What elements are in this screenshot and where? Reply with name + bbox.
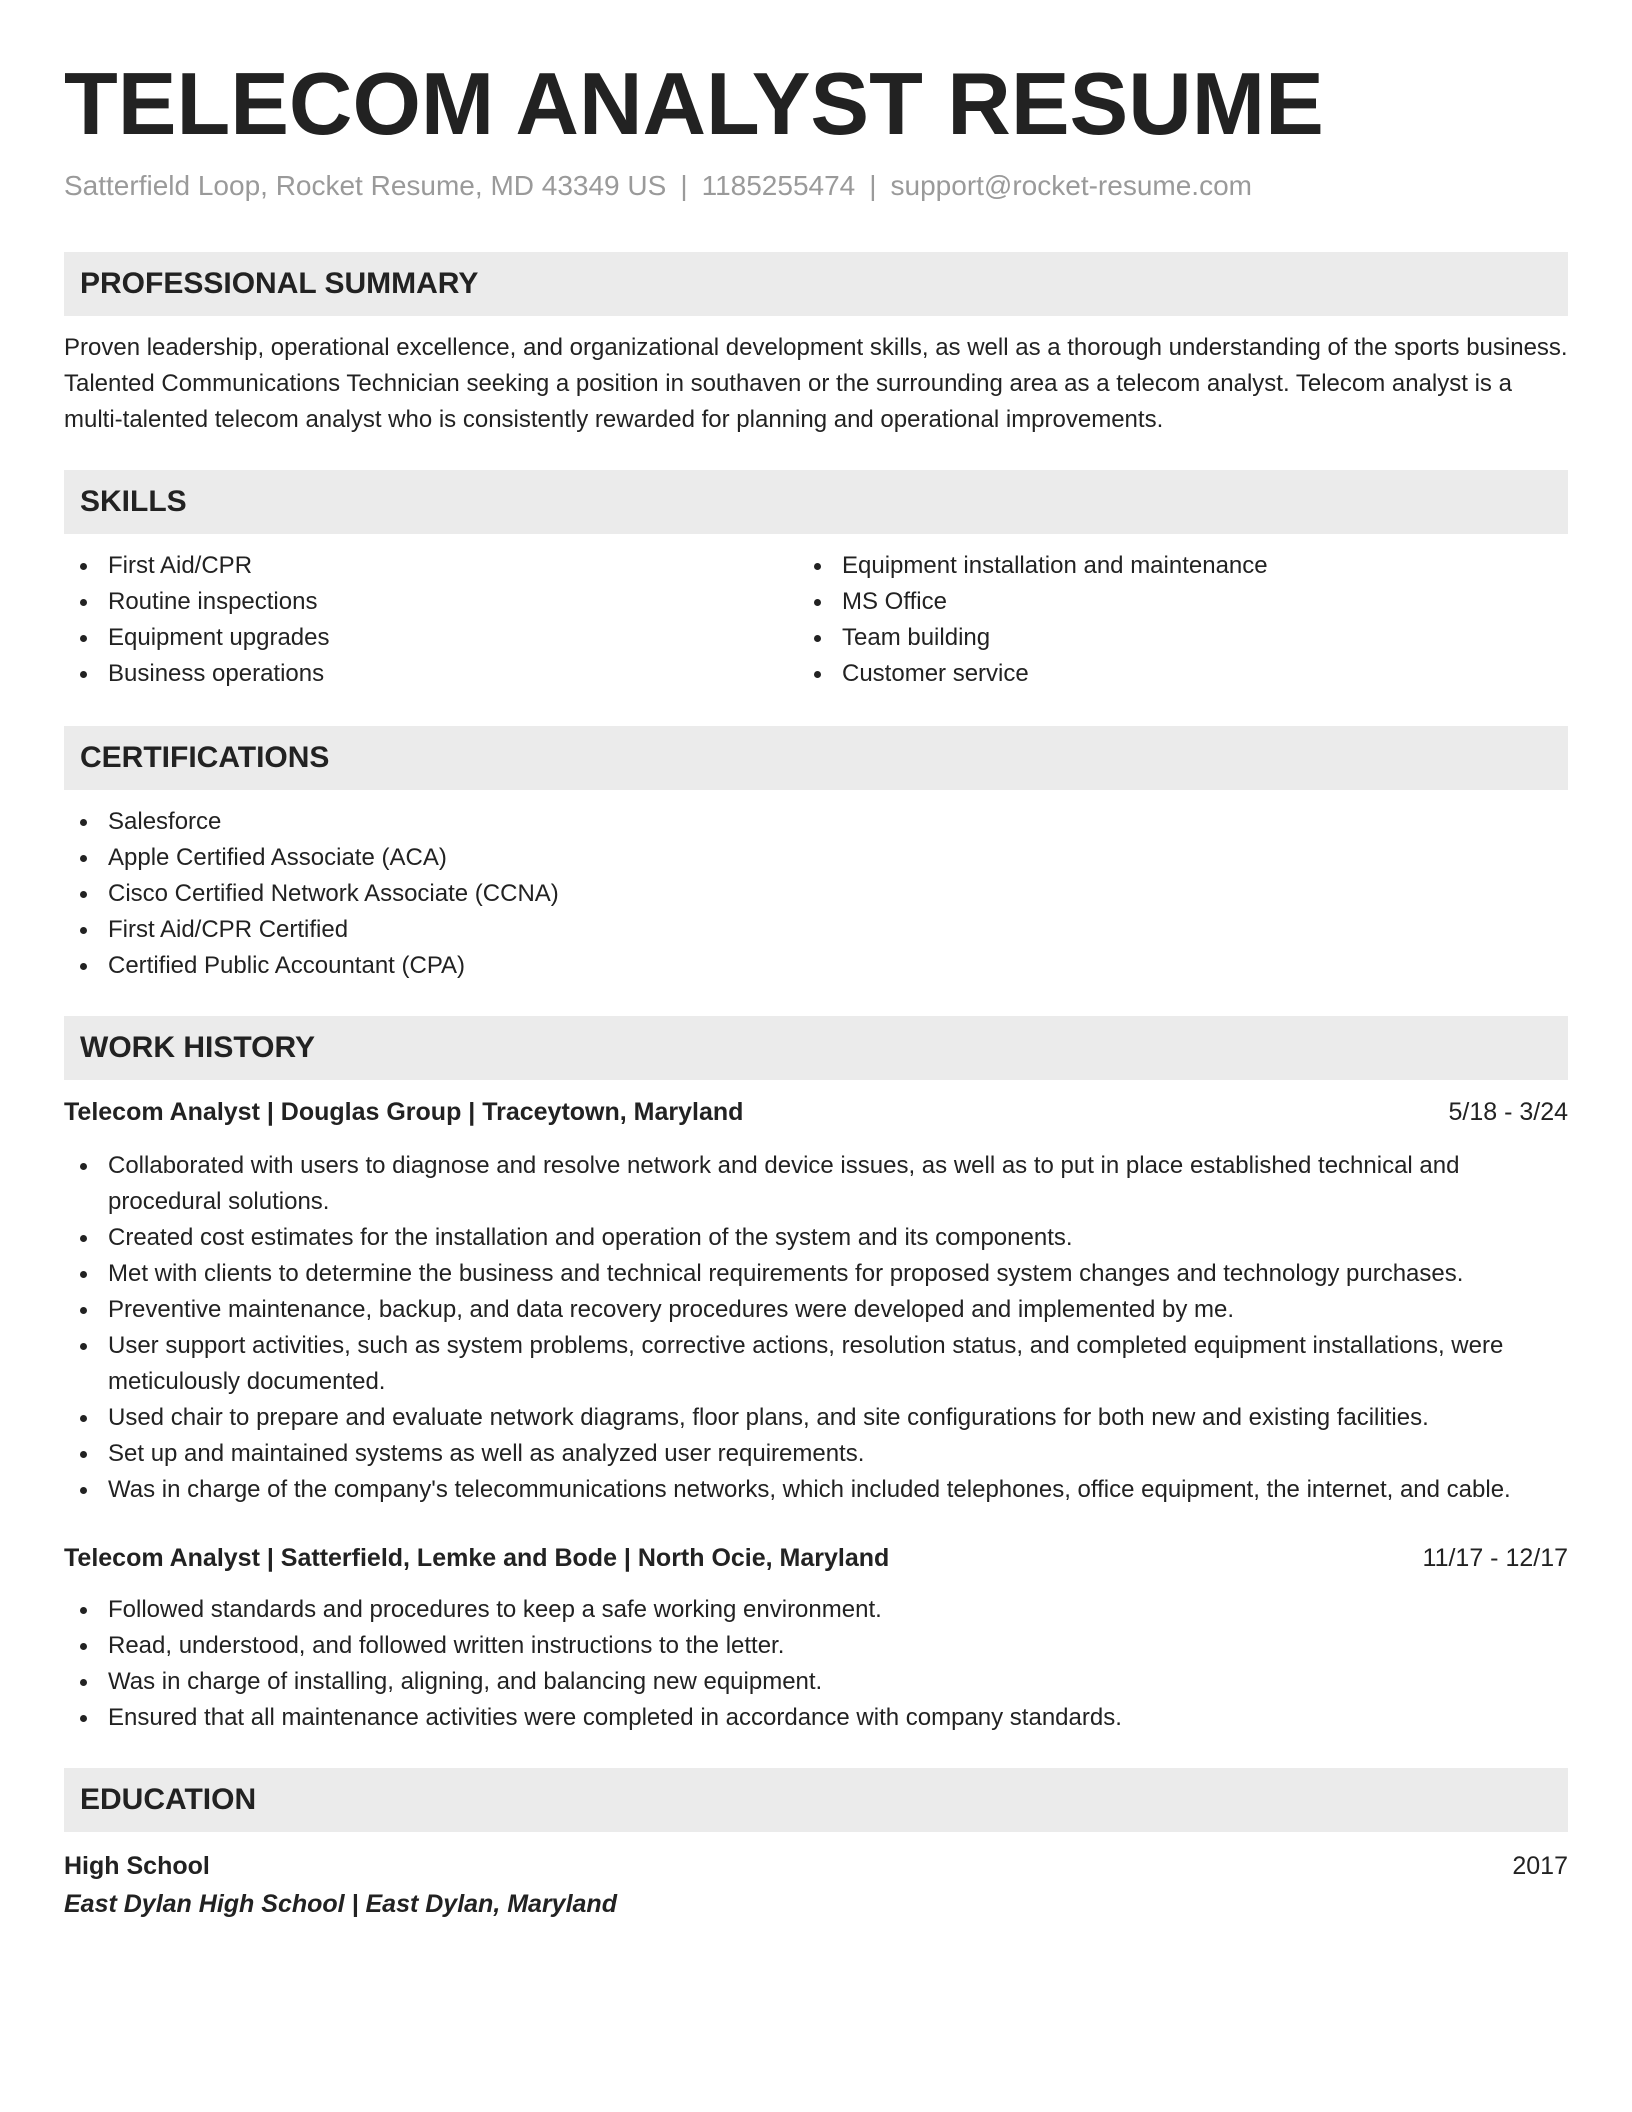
skill-item: Business operations — [64, 656, 804, 692]
job-title: Telecom Analyst | Satterfield, Lemke and Bode | North Ocie, Maryland — [64, 1544, 890, 1572]
skill-item: Equipment upgrades — [64, 620, 804, 656]
job-bullet: Set up and maintained systems as well as analyzed user requirements. — [64, 1436, 1568, 1472]
job-bullet: Followed standards and procedures to keep a safe working environment. — [64, 1592, 1568, 1628]
contact-separator: | — [680, 170, 688, 201]
skills-list-right — [798, 548, 1538, 692]
certifications-list — [64, 804, 1568, 984]
skill-item: Equipment installation and maintenance — [798, 548, 1538, 584]
contact-line — [64, 168, 1252, 204]
skill-item: First Aid/CPR — [64, 548, 804, 584]
job-bullet: Met with clients to determine the business and technical requirements for proposed system changes and technology purchases. — [64, 1256, 1568, 1292]
resume-title: TELECOM ANALYST RESUME — [64, 54, 1324, 153]
job-dates: 11/17 - 12/17 — [1422, 1544, 1568, 1572]
job-bullet: Created cost estimates for the installation and operation of the system and its components. — [64, 1220, 1568, 1256]
section-heading-certifications: CERTIFICATIONS — [64, 726, 1568, 790]
job-bullet: Used chair to prepare and evaluate network diagrams, floor plans, and site configurations for both new and existing facilities. — [64, 1400, 1568, 1436]
education-year: 2017 — [1512, 1852, 1568, 1880]
summary-text: Proven leadership, operational excellence, and organizational development skills, as well as a thorough understanding of the sports business. Talented Communications Technician seeking a position in southaven or the surrounding area as a telecom analyst. Telecom analyst is a multi-talented telecom analyst who is consistently rewarded for planning and operational improvements. — [64, 334, 1568, 433]
section-heading-education: EDUCATION — [64, 1768, 1568, 1832]
job-bullet: Collaborated with users to diagnose and resolve network and device issues, as well as to put in place established technical and procedural solutions. — [64, 1148, 1568, 1220]
certification-item: Cisco Certified Network Associate (CCNA) — [64, 876, 1568, 912]
job-title: Telecom Analyst | Douglas Group | Traceytown, Maryland — [64, 1098, 744, 1126]
skill-item: Routine inspections — [64, 584, 804, 620]
section-heading-skills: SKILLS — [64, 470, 1568, 534]
job-bullets — [64, 1148, 1568, 1508]
job-bullet: Was in charge of installing, aligning, and balancing new equipment. — [64, 1664, 1568, 1700]
education-school: East Dylan High School | East Dylan, Maryland — [64, 1890, 617, 1918]
certification-item: Salesforce — [64, 804, 1568, 840]
certification-item: Certified Public Accountant (CPA) — [64, 948, 1568, 984]
contact-email: support@rocket-resume.com — [890, 170, 1252, 201]
certification-item: Apple Certified Associate (ACA) — [64, 840, 1568, 876]
section-heading-summary: PROFESSIONAL SUMMARY — [64, 252, 1568, 316]
contact-separator: | — [869, 170, 877, 201]
section-heading-work-history: WORK HISTORY — [64, 1016, 1568, 1080]
job-bullet: Read, understood, and followed written instructions to the letter. — [64, 1628, 1568, 1664]
certification-item: First Aid/CPR Certified — [64, 912, 1568, 948]
job-bullets — [64, 1592, 1568, 1736]
skills-list-left — [64, 548, 804, 692]
job-bullet: Preventive maintenance, backup, and data recovery procedures were developed and implemented by me. — [64, 1292, 1568, 1328]
skill-item: Customer service — [798, 656, 1538, 692]
skill-item: Team building — [798, 620, 1538, 656]
education-degree: High School — [64, 1852, 210, 1880]
job-bullet: Was in charge of the company's telecommunications networks, which included telephones, office equipment, the internet, and cable. — [64, 1472, 1568, 1508]
job-bullet: User support activities, such as system problems, corrective actions, resolution status, and completed equipment installations, were meticulously documented. — [64, 1328, 1568, 1400]
skill-item: MS Office — [798, 584, 1538, 620]
job-bullet: Ensured that all maintenance activities were completed in accordance with company standards. — [64, 1700, 1568, 1736]
job-dates: 5/18 - 3/24 — [1448, 1098, 1568, 1126]
contact-phone: 1185255474 — [701, 170, 856, 201]
contact-address: Satterfield Loop, Rocket Resume, MD 43349 US — [64, 170, 667, 201]
